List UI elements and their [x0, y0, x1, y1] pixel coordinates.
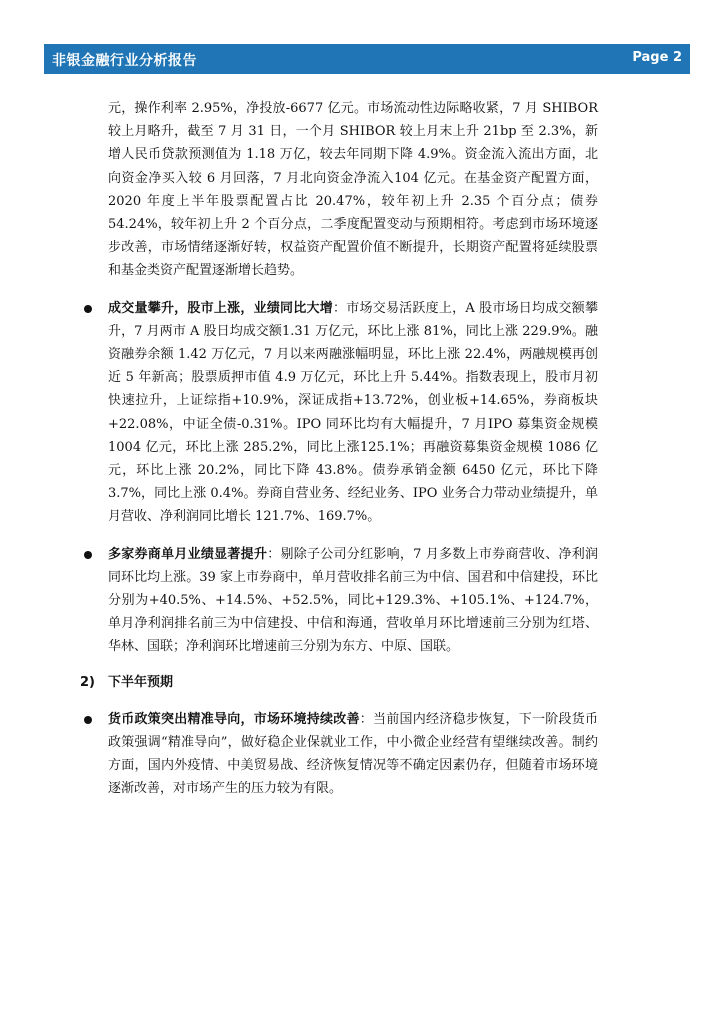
section-number: 2)	[80, 674, 95, 690]
bullet-icon	[84, 305, 92, 313]
bullet-lead: 多家券商单月业绩显著提升	[108, 546, 268, 562]
section-heading	[80, 671, 598, 694]
bullet-text: ：剔除子公司分红影响，7 月多数上市券商营收、净利润同环比均上涨。39 家上市券商中，单月营收排名前三为中信、国君和中信建投，环比分别为+40.5%、+14.5%、+52.5%，同比+129.3%、+105.1%、+124.7%，单月净利润排名前三为中信建投、中信和海通，营收单月环比增速前三分别为红塔、华林、国联；净利润环比增速前三分别为东方、中原、国联。	[108, 546, 598, 655]
page-header-bar	[44, 44, 690, 74]
bullet-paragraph	[108, 543, 598, 659]
page-number: Page 2	[632, 50, 682, 65]
bullet-item-broker-performance	[108, 543, 598, 659]
bullet-paragraph	[108, 297, 598, 529]
bullet-paragraph	[108, 708, 598, 801]
section-title: 下半年预期	[108, 674, 174, 690]
bullet-text: ：市场交易活跃度上，A 股市场日均成交额攀升，7 月两市 A 股日均成交额1.31 万亿元，环比上涨 81%，同比上涨 229.9%。融资融券余额 1.42 万亿元，7 月以来两融涨幅明显，环比上涨 22.4%，两融规模再创近 5 年新高；股票质押市值 4.9 万亿元，环比上升 5.44%。指数表现上，股市月初快速拉升，上证综指+10.9%，深证成指+13.72%，创业板+14.65%，券商板块+22.08%，中证全债-0.31%。IPO 同环比均有大幅提升，7 月IPO 募集资金规模 1004 亿元，环比上涨 285.2%，同比上涨125.1%；再融资募集资金规模 1086 亿元，环比上涨 20.2%，同比下降 43.8%。债券承销金额 6450 亿元，环比下降 3.7%，同比上涨 0.4%。券商自营业务、经纪业务、IPO 业务合力带动业绩提升，单月营收、净利润同比增长 121.7%、169.7%。	[108, 300, 598, 525]
bullet-lead: 货币政策突出精准导向，市场环境持续改善	[108, 711, 360, 727]
bullet-item-trading-volume	[108, 297, 598, 529]
bullet-item-monetary-policy	[108, 708, 598, 801]
bullet-icon	[84, 716, 92, 724]
report-title: 非银金融行业分析报告	[52, 53, 197, 69]
bullet-icon	[84, 551, 92, 559]
intro-paragraph: 元，操作利率 2.95%，净投放-6677 亿元。市场流动性边际略收紧，7 月 SHIBOR 较上月略升，截至 7 月 31 日，一个月 SHIBOR 较上月末上升 21bp 至 2.3%，新增人民币贷款预测值为 1.18 万亿，较去年同期下降 4.9%。资金流入流出方面，北向资金净买入较 6 月回落，7 月北向资金净流入104 亿元。在基金资产配置方面，2020 年度上半年股票配置占比 20.47%，较年初上升 2.35 个百分点；债券 54.24%，较年初上升 2 个百分点，二季度配置变动与预期相符。考虑到市场环境逐步改善，市场情绪逐渐好转，权益资产配置价值不断提升，长期资产配置将延续股票和基金类资产配置逐渐增长趋势。	[108, 101, 598, 279]
document-body	[80, 97, 598, 800]
bullet-lead: 成交量攀升，股市上涨，业绩同比大增	[108, 300, 333, 316]
bullet-text: ：当前国内经济稳步恢复，下一阶段货币政策强调“精准导向”，做好稳企业保就业工作，中小微企业经营有望继续改善。制约方面，国内外疫情、中美贸易战、经济恢复情况等不确定因素仍存，但随着市场环境逐渐改善，对市场产生的压力较为有限。	[108, 711, 598, 797]
